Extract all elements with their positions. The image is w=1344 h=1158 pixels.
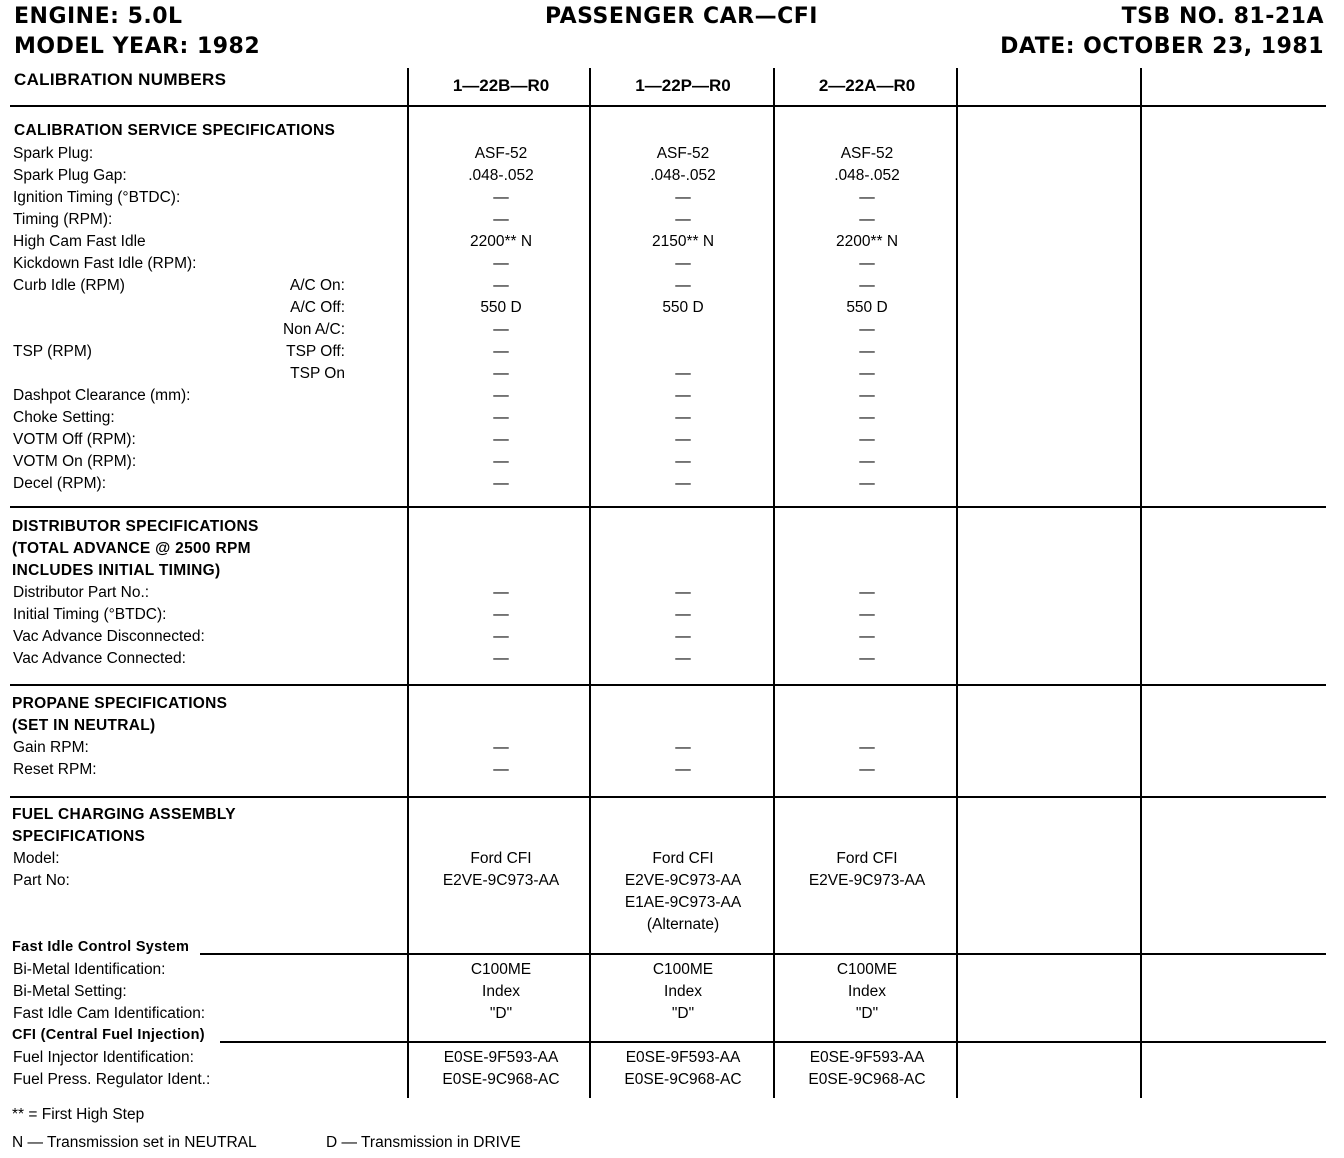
row-label-dashpot: Dashpot Clearance (mm): [13, 387, 191, 404]
row-sublabel-tsp_off: TSP Off: [286, 343, 345, 360]
cell-dashpot-col3: — [859, 387, 875, 404]
section-fuel-charging-line2: SPECIFICATIONS [12, 828, 146, 845]
cell-curb_non_ac-col3: — [859, 321, 875, 338]
row-label-model: Model: [13, 850, 60, 867]
cell-timing_rpm-col3: — [859, 211, 875, 228]
section-distributor-line2: (TOTAL ADVANCE @ 2500 RPM [12, 540, 251, 557]
cell-cam_id-col1: "D" [489, 1005, 513, 1022]
cell-vac_conn-col2: — [675, 650, 691, 667]
cell-high_cam-col1: 2200** N [469, 233, 533, 250]
header-underline [10, 105, 1326, 107]
calibration-number-3: 2—22A—R0 [818, 76, 916, 95]
cell-choke-col1: — [493, 409, 509, 426]
row-label-init_timing: Initial Timing (°BTDC): [13, 606, 167, 623]
column-divider-1 [407, 68, 409, 1098]
section-distributor-line3: INCLUDES INITIAL TIMING) [12, 562, 221, 579]
row-divider-fast-idle [200, 953, 1326, 955]
cell-tsp_on-col3: — [859, 365, 875, 382]
row-divider-propane-bottom [10, 796, 1326, 798]
cell-bimetal_set-col2: Index [664, 983, 702, 1000]
cell-choke-col2: — [675, 409, 691, 426]
section-cfi: CFI (Central Fuel Injection) [12, 1027, 205, 1043]
cell-spark_plug-col1: ASF-52 [474, 145, 528, 162]
cell-gain_rpm-col2: — [675, 739, 691, 756]
cell-spark_plug-col3: ASF-52 [840, 145, 894, 162]
cell-votm_on-col2: — [675, 453, 691, 470]
row-divider-distributor-bottom [10, 684, 1326, 686]
row-label-tsp_off: TSP (RPM) [13, 343, 92, 360]
calibration-numbers-label: CALIBRATION NUMBERS [14, 70, 227, 89]
cell-dist_part-col3: — [859, 584, 875, 601]
section-propane-line2: (SET IN NEUTRAL) [12, 717, 156, 734]
cell-regulator_id-col2: E0SE-9C968-AC [624, 1071, 742, 1088]
cell-vac_conn-col3: — [859, 650, 875, 667]
tsb-number: TSB NO. 81-21A [1121, 4, 1324, 29]
engine-title: ENGINE: 5.0L [14, 4, 183, 29]
cell-regulator_id-col3: E0SE-9C968-AC [808, 1071, 926, 1088]
cell-reset_rpm-col1: — [493, 761, 509, 778]
cell-tsp_on-col2: — [675, 365, 691, 382]
cell-bimetal_id-col1: C100ME [470, 961, 532, 978]
cell-reset_rpm-col3: — [859, 761, 875, 778]
cell-dist_part-col2: — [675, 584, 691, 601]
row-label-bimetal_set: Bi-Metal Setting: [13, 983, 127, 1000]
row-label-spark_plug: Spark Plug: [13, 145, 94, 162]
cell-curb_ac_off-col3: 550 D [846, 299, 888, 316]
footnote-drive: D — Transmission in DRIVE [326, 1134, 521, 1151]
cell-spark_gap-col2: .048-.052 [650, 167, 716, 184]
cell-timing_rpm-col1: — [493, 211, 509, 228]
cell-part_alt1-col2: E1AE-9C973-AA [624, 894, 742, 911]
cell-dashpot-col2: — [675, 387, 691, 404]
cell-regulator_id-col1: E0SE-9C968-AC [442, 1071, 560, 1088]
row-label-vac_conn: Vac Advance Connected: [13, 650, 186, 667]
cell-curb_ac_off-col1: 550 D [480, 299, 522, 316]
cell-votm_off-col3: — [859, 431, 875, 448]
cell-init_timing-col1: — [493, 606, 509, 623]
cell-bimetal_id-col3: C100ME [836, 961, 898, 978]
section-fast-idle: Fast Idle Control System [12, 939, 190, 955]
row-label-high_cam: High Cam Fast Idle [13, 233, 146, 250]
cell-kickdown-col1: — [493, 255, 509, 272]
cell-vac_disc-col3: — [859, 628, 875, 645]
cell-bimetal_set-col3: Index [848, 983, 886, 1000]
cell-injector_id-col1: E0SE-9F593-AA [443, 1049, 559, 1066]
cell-cam_id-col2: "D" [671, 1005, 695, 1022]
cell-model-col1: Ford CFI [470, 850, 532, 867]
calibration-number-1: 1—22B—R0 [452, 76, 550, 95]
row-label-votm_off: VOTM Off (RPM): [13, 431, 136, 448]
cell-cam_id-col3: "D" [855, 1005, 879, 1022]
row-label-regulator_id: Fuel Press. Regulator Ident.: [13, 1071, 211, 1088]
column-divider-5 [1140, 68, 1142, 1098]
row-sublabel-tsp_on: TSP On [290, 365, 345, 382]
row-label-part_no: Part No: [13, 872, 70, 889]
cell-votm_off-col2: — [675, 431, 691, 448]
cell-model-col3: Ford CFI [836, 850, 898, 867]
cell-curb_ac_off-col2: 550 D [662, 299, 704, 316]
cell-high_cam-col3: 2200** N [835, 233, 899, 250]
cell-ign_timing-col2: — [675, 189, 691, 206]
cell-vac_disc-col2: — [675, 628, 691, 645]
cell-curb_non_ac-col1: — [493, 321, 509, 338]
cell-bimetal_set-col1: Index [482, 983, 520, 1000]
cell-decel-col1: — [493, 475, 509, 492]
cell-curb_ac_on-col1: — [493, 277, 509, 294]
row-label-vac_disc: Vac Advance Disconnected: [13, 628, 205, 645]
row-label-cam_id: Fast Idle Cam Identification: [13, 1005, 206, 1022]
row-label-curb_ac_on: Curb Idle (RPM) [13, 277, 125, 294]
row-label-votm_on: VOTM On (RPM): [13, 453, 137, 470]
cell-spark_gap-col1: .048-.052 [468, 167, 534, 184]
cell-vac_disc-col1: — [493, 628, 509, 645]
section-distributor-line1: DISTRIBUTOR SPECIFICATIONS [12, 518, 259, 535]
cell-injector_id-col3: E0SE-9F593-AA [809, 1049, 925, 1066]
row-label-kickdown: Kickdown Fast Idle (RPM): [13, 255, 197, 272]
cell-gain_rpm-col1: — [493, 739, 509, 756]
cell-bimetal_id-col2: C100ME [652, 961, 714, 978]
cell-kickdown-col2: — [675, 255, 691, 272]
row-label-gain_rpm: Gain RPM: [13, 739, 89, 756]
footnote-first-step: ** = First High Step [12, 1106, 145, 1123]
section-fuel-charging-line1: FUEL CHARGING ASSEMBLY [12, 806, 236, 823]
cell-gain_rpm-col3: — [859, 739, 875, 756]
cell-choke-col3: — [859, 409, 875, 426]
cell-reset_rpm-col2: — [675, 761, 691, 778]
calibration-number-2: 1—22P—R0 [635, 76, 731, 95]
section-calibration-service: CALIBRATION SERVICE SPECIFICATIONS [14, 122, 336, 139]
cell-part_no-col2: E2VE-9C973-AA [624, 872, 742, 889]
row-divider-cfi [220, 1041, 1326, 1043]
section-propane-line1: PROPANE SPECIFICATIONS [12, 695, 228, 712]
cell-curb_ac_on-col3: — [859, 277, 875, 294]
row-label-choke: Choke Setting: [13, 409, 115, 426]
cell-timing_rpm-col2: — [675, 211, 691, 228]
cell-ign_timing-col3: — [859, 189, 875, 206]
cell-decel-col2: — [675, 475, 691, 492]
footnote-neutral: N — Transmission set in NEUTRAL [12, 1134, 257, 1151]
cell-dashpot-col1: — [493, 387, 509, 404]
cell-tsp_off-col1: — [493, 343, 509, 360]
row-label-ign_timing: Ignition Timing (°BTDC): [13, 189, 181, 206]
cell-part_alt2-col2: (Alternate) [646, 916, 720, 933]
row-label-timing_rpm: Timing (RPM): [13, 211, 113, 228]
cell-curb_ac_on-col2: — [675, 277, 691, 294]
row-divider-calibration-bottom [10, 506, 1326, 508]
row-label-reset_rpm: Reset RPM: [13, 761, 97, 778]
row-sublabel-curb_ac_off: A/C Off: [290, 299, 345, 316]
row-label-spark_gap: Spark Plug Gap: [13, 167, 127, 184]
cell-init_timing-col2: — [675, 606, 691, 623]
cell-tsp_off-col3: — [859, 343, 875, 360]
row-label-bimetal_id: Bi-Metal Identification: [13, 961, 166, 978]
cell-init_timing-col3: — [859, 606, 875, 623]
tsb-date: DATE: OCTOBER 23, 1981 [1000, 34, 1324, 59]
cell-vac_conn-col1: — [493, 650, 509, 667]
cell-model-col2: Ford CFI [652, 850, 714, 867]
cell-part_no-col1: E2VE-9C973-AA [442, 872, 560, 889]
cell-votm_on-col1: — [493, 453, 509, 470]
cell-kickdown-col3: — [859, 255, 875, 272]
row-label-injector_id: Fuel Injector Identification: [13, 1049, 194, 1066]
cell-part_no-col3: E2VE-9C973-AA [808, 872, 926, 889]
cell-ign_timing-col1: — [493, 189, 509, 206]
model-year-title: MODEL YEAR: 1982 [14, 34, 261, 59]
cell-spark_gap-col3: .048-.052 [834, 167, 900, 184]
cell-injector_id-col2: E0SE-9F593-AA [625, 1049, 741, 1066]
row-label-dist_part: Distributor Part No.: [13, 584, 150, 601]
row-label-decel: Decel (RPM): [13, 475, 107, 492]
cell-tsp_on-col1: — [493, 365, 509, 382]
row-sublabel-curb_non_ac: Non A/C: [282, 321, 345, 338]
cell-votm_on-col3: — [859, 453, 875, 470]
cell-spark_plug-col2: ASF-52 [656, 145, 710, 162]
page-title: PASSENGER CAR—CFI [545, 4, 818, 29]
cell-decel-col3: — [859, 475, 875, 492]
cell-high_cam-col2: 2150** N [651, 233, 715, 250]
cell-dist_part-col1: — [493, 584, 509, 601]
row-sublabel-curb_ac_on: A/C On: [289, 277, 345, 294]
cell-votm_off-col1: — [493, 431, 509, 448]
